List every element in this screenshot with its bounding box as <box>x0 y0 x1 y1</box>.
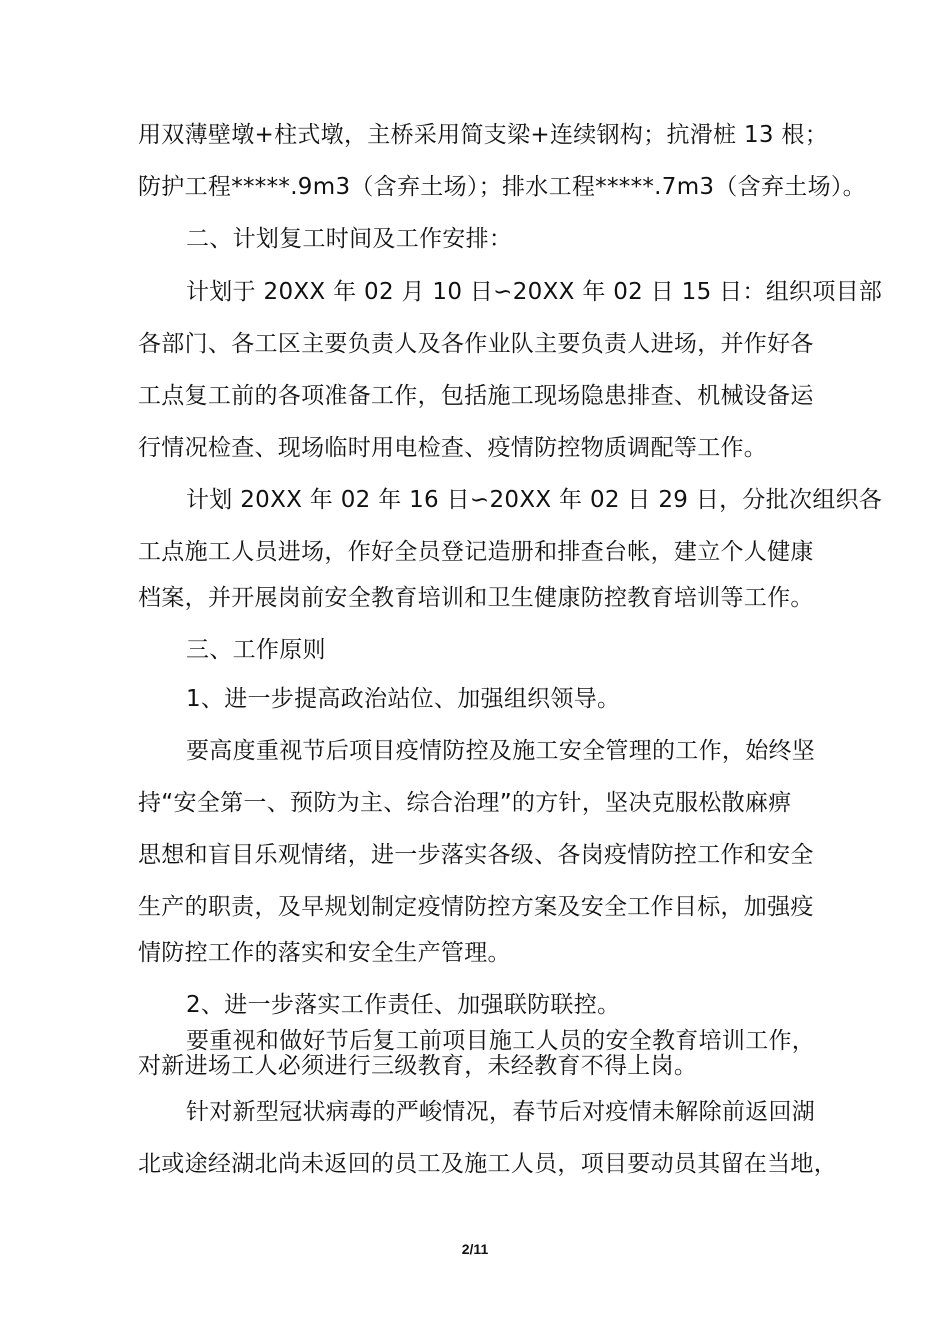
text-line: 用双薄壁墩+柱式墩，主桥采用简支梁+连续钢构；抗滑桩 13 根； <box>138 122 829 148</box>
text-line: 北或途经湖北尚未返回的员工及施工人员，项目要动员其留在当地， <box>138 1151 837 1177</box>
section-heading: 三、工作原则 <box>186 637 326 663</box>
text-line: 持“安全第一、预防为主、综合治理”的方针，坚决克服松散麻痹 <box>138 790 792 816</box>
text-line: 要重视和做好节后复工前项目施工人员的安全教育培训工作， <box>186 1028 816 1054</box>
text-line: 防护工程*****.9m3（含弃土场）；排水工程*****.7m3（含弃土场）。 <box>138 174 866 200</box>
subheading: 1、进一步提高政治站位、加强组织领导。 <box>186 686 621 712</box>
text-line: 工点施工人员进场，作好全员登记造册和排查台帐，建立个人健康 <box>138 539 814 565</box>
page-number: 2/11 <box>461 1241 489 1257</box>
text-line: 档案，并开展岗前安全教育培训和卫生健康防控教育培训等工作。 <box>138 585 814 611</box>
text-line: 对新进场工人必须进行三级教育，未经教育不得上岗。 <box>138 1053 698 1079</box>
text-line: 各部门、各工区主要负责人及各作业队主要负责人进场，并作好各 <box>138 331 814 357</box>
text-line: 行情况检查、现场临时用电检查、疫情防控物质调配等工作。 <box>138 435 768 461</box>
text-line: 针对新型冠状病毒的严峻情况，春节后对疫情未解除前返回湖 <box>186 1099 816 1125</box>
text-line: 要高度重视节后项目疫情防控及施工安全管理的工作，始终坚 <box>186 738 816 764</box>
text-line: 生产的职责，及早规划制定疫情防控方案及安全工作目标，加强疫 <box>138 894 814 920</box>
text-line: 计划 20XX 年 02 年 16 日∽20XX 年 02 日 29 日，分批次组织各 <box>186 487 883 513</box>
text-line: 思想和盲目乐观情绪，进一步落实各级、各岗疫情防控工作和安全 <box>138 842 814 868</box>
text-line: 情防控工作的落实和安全生产管理。 <box>138 940 511 966</box>
text-line: 计划于 20XX 年 02 月 10 日∽20XX 年 02 日 15 日：组织项目部 <box>186 279 883 305</box>
subheading: 2、进一步落实工作责任、加强联防联控。 <box>186 992 621 1018</box>
text-line: 工点复工前的各项准备工作，包括施工现场隐患排查、机械设备运 <box>138 383 814 409</box>
section-heading: 二、计划复工时间及工作安排： <box>186 226 513 252</box>
